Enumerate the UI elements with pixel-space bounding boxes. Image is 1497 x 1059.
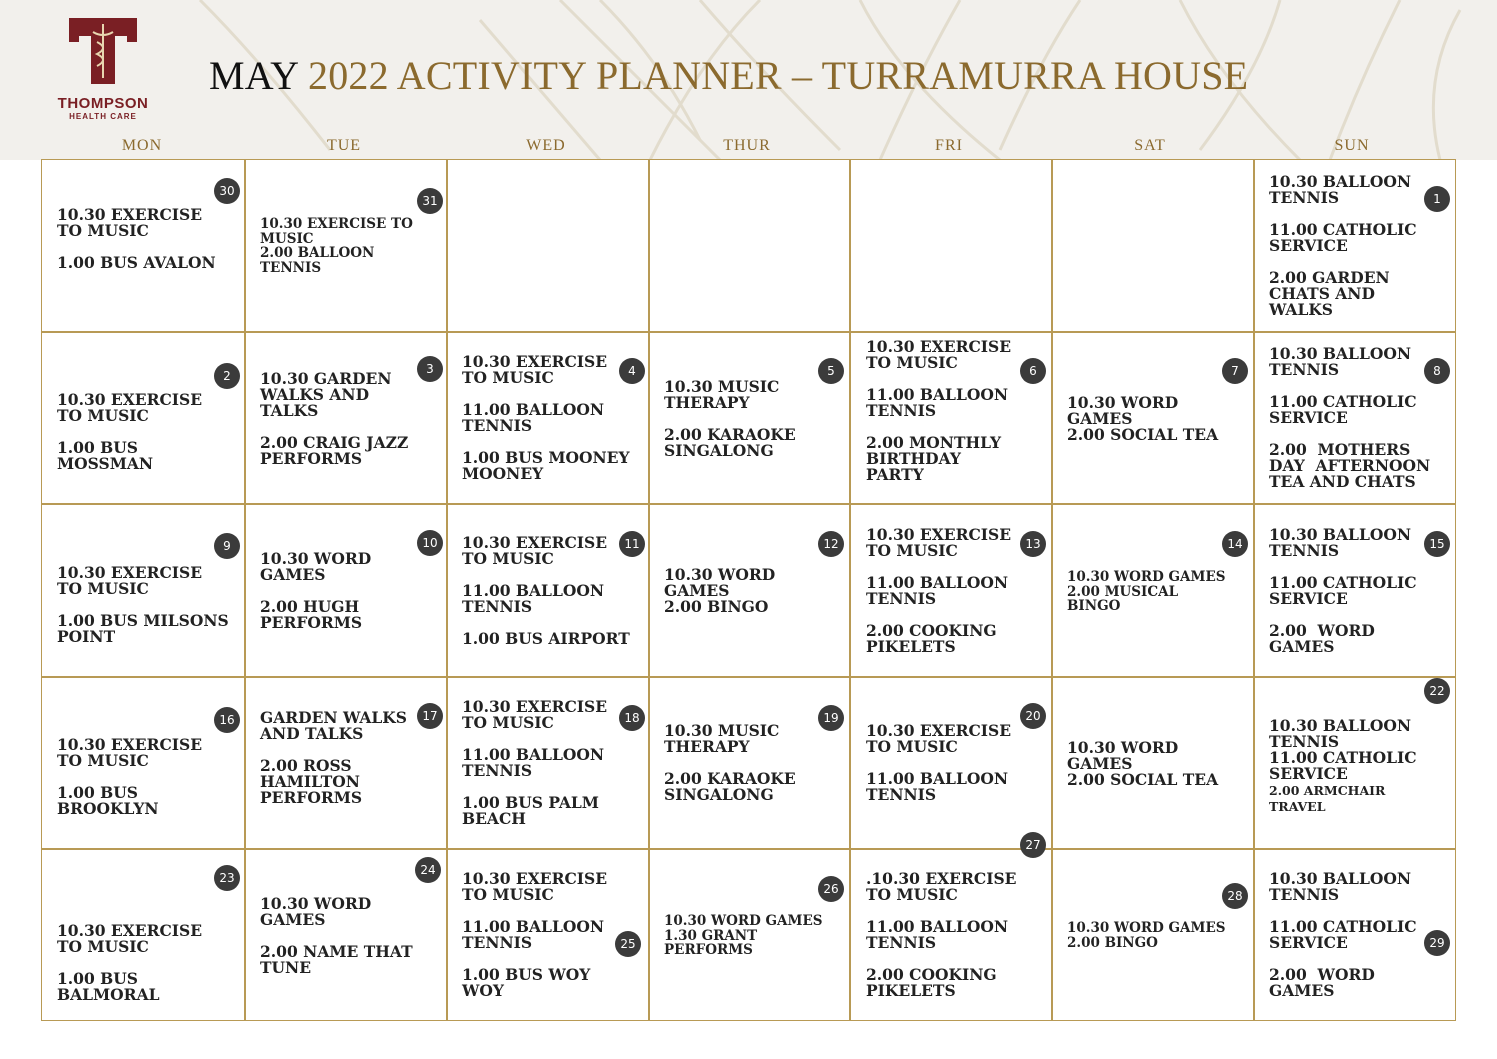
activity-line: GAMES xyxy=(1067,409,1133,428)
day-activities-7 xyxy=(1067,395,1218,443)
day-activities-11 xyxy=(462,535,630,647)
date-badge-19: 19 xyxy=(818,705,844,731)
activity-line: TO MUSIC xyxy=(462,368,554,387)
activity-line: .10.30 EXERCISE xyxy=(866,869,1017,888)
date-badge-10: 10 xyxy=(417,530,443,556)
activity-line: TENNIS xyxy=(866,401,937,420)
activity-line: GAMES xyxy=(1269,981,1335,1000)
activity-line: TO MUSIC xyxy=(866,737,958,756)
activity-line: THERAPY xyxy=(664,737,750,756)
activity-line: TENNIS xyxy=(462,416,533,435)
activity-line: 2.00 SOCIAL TEA xyxy=(1067,770,1219,789)
activity-line: TENNIS xyxy=(1269,732,1340,751)
day-activities-13 xyxy=(866,527,1011,655)
activity-line: 10.30 EXERCISE xyxy=(462,533,608,552)
date-badge-15: 15 xyxy=(1424,531,1450,557)
activity-line: SINGALONG xyxy=(664,785,774,804)
activity-line: 1.00 BUS xyxy=(57,969,138,988)
activity-line: 10.30 BALLOON xyxy=(1269,525,1412,544)
date-badge-31: 31 xyxy=(417,188,443,214)
activity-line: 1.00 BUS MOONEY xyxy=(462,448,630,467)
date-badge-5: 5 xyxy=(818,358,844,384)
activity-line: WALKS AND xyxy=(260,385,370,404)
activity-line: 10.30 GARDEN xyxy=(260,369,392,388)
date-badge-14: 14 xyxy=(1222,531,1248,557)
activity-line: 10.30 WORD xyxy=(1067,393,1179,412)
activity-line: 10.30 EXERCISE xyxy=(866,337,1012,356)
activity-line: 10.30 BALLOON xyxy=(1269,716,1412,735)
activity-line: 10.30 EXERCISE xyxy=(57,390,203,409)
activity-line: 10.30 WORD xyxy=(664,565,776,584)
activity-line: 11.00 BALLOON xyxy=(866,917,1009,936)
day-activities-5 xyxy=(664,379,796,459)
date-badge-22: 22 xyxy=(1424,678,1450,704)
grid-divider xyxy=(849,160,851,1020)
activity-line: 2.00 ROSS xyxy=(260,756,352,775)
activity-line: 11.00 BALLOON xyxy=(866,385,1009,404)
date-badge-11: 11 xyxy=(619,531,645,557)
date-badge-17: 17 xyxy=(417,703,443,729)
activity-line: 1.00 BUS MILSONS xyxy=(57,611,229,630)
day-activities-14 xyxy=(1067,570,1226,614)
activity-line: 10.30 MUSIC xyxy=(664,721,780,740)
activity-line: 2.00 WORD xyxy=(1269,965,1375,984)
day-header-fri: FRI xyxy=(935,137,963,154)
activity-line: 11.00 BALLOON xyxy=(462,917,605,936)
activity-line: TENNIS xyxy=(260,259,322,276)
activity-line: 11.00 CATHOLIC xyxy=(1269,392,1417,411)
date-badge-7: 7 xyxy=(1222,358,1248,384)
logo-subtitle: HEALTH CARE xyxy=(69,112,137,121)
activity-line: 1.00 BUS AIRPORT xyxy=(462,629,630,648)
day-activities-12 xyxy=(664,567,775,615)
grid-divider xyxy=(446,160,448,1020)
activity-line: THERAPY xyxy=(664,393,750,412)
day-activities-23 xyxy=(57,923,202,1003)
day-header-wed: WED xyxy=(526,137,566,154)
day-header-sun: SUN xyxy=(1334,137,1370,154)
activity-line: 10.30 EXERCISE xyxy=(462,352,608,371)
activity-line: 10.30 EXERCISE xyxy=(57,205,203,224)
activity-line: TENNIS xyxy=(866,933,937,952)
activity-line: TO MUSIC xyxy=(57,937,149,956)
activity-line: 2.00 SOCIAL TEA xyxy=(1067,425,1219,444)
activity-line: 11.00 CATHOLIC xyxy=(1269,748,1417,767)
activity-line: SERVICE xyxy=(1269,236,1348,255)
activity-line: 10.30 WORD GAMES xyxy=(1067,920,1226,936)
date-badge-2: 2 xyxy=(214,363,240,389)
activity-line: TRAVEL xyxy=(1269,799,1326,814)
grid-divider xyxy=(648,160,650,1020)
activity-line: WALKS xyxy=(1269,300,1334,319)
activity-line: SERVICE xyxy=(1269,764,1348,783)
date-badge-12: 12 xyxy=(818,531,844,557)
thompson-logo xyxy=(48,18,158,122)
activity-line: MOSSMAN xyxy=(57,454,154,473)
activity-line: HAMILTON xyxy=(260,772,360,791)
activity-line: BROOKLYN xyxy=(57,799,159,818)
day-activities-16 xyxy=(57,737,202,817)
date-badge-13: 13 xyxy=(1020,531,1046,557)
activity-line: 2.00 BINGO xyxy=(1067,934,1158,951)
activity-line: 10.30 WORD xyxy=(1067,738,1179,757)
activity-line: 2.00 MONTHLY xyxy=(866,433,1002,452)
day-activities-30 xyxy=(57,207,216,271)
activity-line: 11.00 CATHOLIC xyxy=(1269,917,1417,936)
activity-line: MUSIC xyxy=(260,230,314,247)
grid-divider xyxy=(42,331,1455,333)
activity-line: TENNIS xyxy=(462,933,533,952)
activity-line: TENNIS xyxy=(1269,885,1340,904)
date-badge-6: 6 xyxy=(1020,358,1046,384)
activity-line: TALKS xyxy=(260,401,319,420)
activity-line: 10.30 EXERCISE xyxy=(57,563,203,582)
title-month: MAY xyxy=(209,53,298,98)
activity-line: GAMES xyxy=(664,581,730,600)
activity-line: TENNIS xyxy=(866,785,937,804)
day-activities-2 xyxy=(57,392,202,472)
activity-line: PIKELETS xyxy=(866,981,956,1000)
activity-line: 10.30 EXERCISE TO xyxy=(260,216,413,232)
activity-line: 2.00 HUGH xyxy=(260,597,360,616)
date-badge-28: 28 xyxy=(1222,883,1248,909)
activity-line: 11.00 BALLOON xyxy=(462,745,605,764)
day-activities-19 xyxy=(664,723,796,803)
date-badge-25: 25 xyxy=(615,931,641,957)
activity-line: 11.00 BALLOON xyxy=(462,581,605,600)
activity-line: WOY xyxy=(462,981,504,1000)
activity-line: 2.00 MOTHERS xyxy=(1269,440,1411,459)
activity-line: 10.30 WORD xyxy=(260,894,372,913)
activity-line: TO MUSIC xyxy=(57,406,149,425)
activity-line: 11.00 BALLOON xyxy=(866,769,1009,788)
day-activities-25 xyxy=(462,871,607,999)
activity-line: 1.00 BUS xyxy=(57,438,138,457)
day-activities-8 xyxy=(1269,346,1430,490)
date-badge-26: 26 xyxy=(818,876,844,902)
day-activities-18 xyxy=(462,699,607,827)
activity-line: TO MUSIC xyxy=(57,221,149,240)
date-badge-18: 18 xyxy=(619,705,645,731)
activity-line: 10.30 EXERCISE xyxy=(57,921,203,940)
activity-line: SERVICE xyxy=(1269,933,1348,952)
activity-line: 2.00 KARAOKE xyxy=(664,769,796,788)
activity-line: PERFORMS xyxy=(260,788,363,807)
activity-line: 10.30 EXERCISE xyxy=(866,525,1012,544)
activity-line: GAMES xyxy=(260,565,326,584)
caduceus-logo-icon xyxy=(69,18,137,84)
day-activities-15 xyxy=(1269,527,1417,655)
activity-line: PARTY xyxy=(866,465,924,484)
day-activities-31 xyxy=(260,217,413,275)
activity-line: 2.00 COOKING xyxy=(866,965,997,984)
activity-line: 1.00 BUS AVALON xyxy=(57,253,216,272)
day-activities-17 xyxy=(260,710,407,806)
date-badge-30: 30 xyxy=(214,178,240,204)
day-activities-28 xyxy=(1067,921,1226,950)
activity-line: TENNIS xyxy=(1269,541,1340,560)
activity-line: 2.00 COOKING xyxy=(866,621,997,640)
activity-line: 11.00 BALLOON xyxy=(866,573,1009,592)
activity-line: TENNIS xyxy=(462,761,533,780)
activity-line: 11.00 CATHOLIC xyxy=(1269,220,1417,239)
day-activities-21 xyxy=(1067,740,1218,788)
day-header-sat: SAT xyxy=(1134,137,1166,154)
day-header-thur: THUR xyxy=(723,137,771,154)
activity-line: GAMES xyxy=(1067,754,1133,773)
activity-line: 10.30 WORD GAMES xyxy=(1067,569,1226,585)
activity-line: 2.00 BINGO xyxy=(664,597,769,616)
activity-line: PERFORMS xyxy=(260,449,363,468)
activity-line: SINGALONG xyxy=(664,441,774,460)
activity-line: 2.00 NAME THAT xyxy=(260,942,413,961)
day-activities-20 xyxy=(866,723,1011,803)
activity-line: GAMES xyxy=(1269,637,1335,656)
date-badge-24: 24 xyxy=(415,857,441,883)
day-activities-10 xyxy=(260,551,371,631)
day-activities-1 xyxy=(1269,174,1417,318)
date-badge-9: 9 xyxy=(214,533,240,559)
day-activities-9 xyxy=(57,565,229,645)
activity-line: 10.30 WORD GAMES xyxy=(664,913,823,929)
activity-line: TEA AND CHATS xyxy=(1269,472,1416,491)
date-badge-16: 16 xyxy=(214,707,240,733)
activity-line: SERVICE xyxy=(1269,589,1348,608)
activity-line: TENNIS xyxy=(1269,360,1340,379)
activity-line: 1.00 BUS xyxy=(57,783,138,802)
activity-line: 1.00 BUS PALM xyxy=(462,793,599,812)
activity-line: 2.00 GARDEN xyxy=(1269,268,1390,287)
activity-line: 2.00 WORD xyxy=(1269,621,1375,640)
activity-line: TENNIS xyxy=(866,589,937,608)
activity-line: TENNIS xyxy=(462,597,533,616)
activity-line: BEACH xyxy=(462,809,526,828)
logo-name: THOMPSON xyxy=(57,95,149,112)
grid-divider xyxy=(1051,160,1053,1020)
grid-divider xyxy=(42,848,1455,850)
date-badge-27: 27 xyxy=(1020,832,1046,858)
date-badge-29: 29 xyxy=(1424,930,1450,956)
day-activities-27 xyxy=(866,871,1016,999)
activity-line: TO MUSIC xyxy=(462,713,554,732)
day-activities-4 xyxy=(462,354,630,482)
day-activities-29 xyxy=(1269,871,1417,999)
page-title xyxy=(209,52,1248,99)
day-header-tue: TUE xyxy=(326,137,362,154)
day-activities-3 xyxy=(260,371,408,467)
activity-line: 1.30 GRANT xyxy=(664,927,758,944)
activity-line: GAMES xyxy=(260,910,326,929)
activity-line: MOONEY xyxy=(462,464,544,483)
day-header-mon: MON xyxy=(121,137,163,154)
activity-line: 10.30 BALLOON xyxy=(1269,344,1412,363)
activity-line: CHATS AND xyxy=(1269,284,1375,303)
activity-line: 11.00 CATHOLIC xyxy=(1269,573,1417,592)
activity-line: TENNIS xyxy=(1269,188,1340,207)
activity-line: BIRTHDAY xyxy=(866,449,961,468)
grid-divider xyxy=(42,676,1455,678)
activity-line: TO MUSIC xyxy=(57,579,149,598)
activity-line: TO MUSIC xyxy=(462,885,554,904)
activity-line: 10.30 EXERCISE xyxy=(57,735,203,754)
activity-line: PIKELETS xyxy=(866,637,956,656)
activity-line: TO MUSIC xyxy=(866,353,958,372)
activity-line: BALMORAL xyxy=(57,985,160,1004)
grid-divider xyxy=(42,503,1455,505)
day-activities-24 xyxy=(260,896,413,976)
date-badge-4: 4 xyxy=(619,358,645,384)
activity-line: 10.30 WORD xyxy=(260,549,372,568)
activity-line: TO MUSIC xyxy=(462,549,554,568)
activity-line: PERFORMS xyxy=(260,613,363,632)
activity-line: 2.00 ARMCHAIR xyxy=(1269,783,1386,798)
date-badge-20: 20 xyxy=(1020,703,1046,729)
activity-line: 2.00 CRAIG JAZZ xyxy=(260,433,409,452)
activity-line: POINT xyxy=(57,627,116,646)
date-badge-23: 23 xyxy=(214,865,240,891)
activity-line: TO MUSIC xyxy=(866,541,958,560)
activity-line: 1.00 BUS WOY xyxy=(462,965,591,984)
date-badge-3: 3 xyxy=(417,356,443,382)
activity-line: 10.30 BALLOON xyxy=(1269,869,1412,888)
activity-line: GARDEN WALKS xyxy=(260,708,407,727)
activity-line: TUNE xyxy=(260,958,312,977)
activity-line: 2.00 BALLOON xyxy=(260,245,375,261)
title-text: 2022 ACTIVITY PLANNER – TURRAMURRA HOUSE xyxy=(297,53,1249,98)
activity-line: DAY AFTERNOON xyxy=(1269,456,1431,475)
day-activities-26 xyxy=(664,914,823,958)
activity-line: SERVICE xyxy=(1269,408,1348,427)
grid-divider xyxy=(1253,160,1255,1020)
activity-line: 2.00 MUSICAL xyxy=(1067,583,1179,600)
activity-line: AND TALKS xyxy=(260,724,364,743)
activity-line: 10.30 EXERCISE xyxy=(462,697,608,716)
activity-line: 10.30 EXERCISE xyxy=(462,869,608,888)
activity-line: 11.00 BALLOON xyxy=(462,400,605,419)
date-badge-8: 8 xyxy=(1424,358,1450,384)
activity-line: 10.30 EXERCISE xyxy=(866,721,1012,740)
grid-divider xyxy=(244,160,246,1020)
activity-line: 10.30 BALLOON xyxy=(1269,172,1412,191)
activity-line: TO MUSIC xyxy=(866,885,958,904)
day-activities-6 xyxy=(866,339,1011,483)
date-badge-1: 1 xyxy=(1424,186,1450,212)
activity-line: 10.30 MUSIC xyxy=(664,377,780,396)
activity-line: 2.00 KARAOKE xyxy=(664,425,796,444)
activity-line: PERFORMS xyxy=(664,942,753,958)
activity-line: BINGO xyxy=(1067,598,1121,614)
day-activities-22 xyxy=(1269,718,1417,814)
activity-line: TO MUSIC xyxy=(57,751,149,770)
